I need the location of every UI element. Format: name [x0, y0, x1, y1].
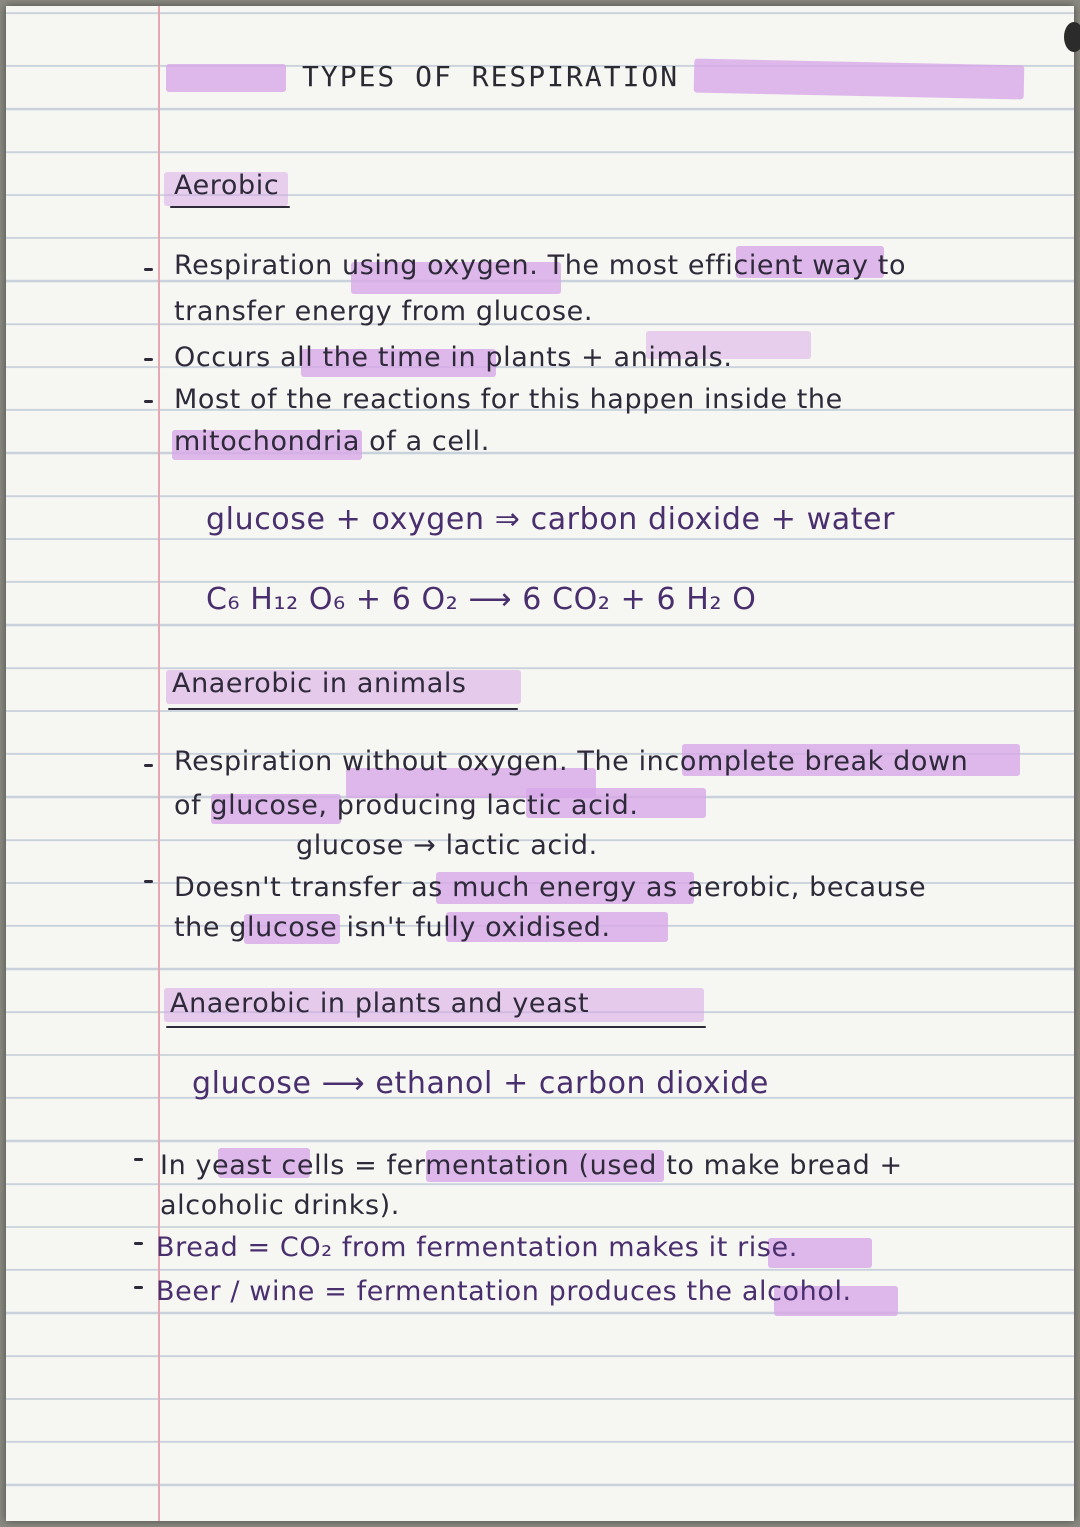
aerobic-line-4: Most of the reactions for this happen inside the [174, 384, 843, 415]
aerobic-heading: Aerobic [174, 170, 280, 201]
plants-line-1: In yeast cells = fermentation (used to make bread + [160, 1150, 903, 1181]
page-title: TYPES OF RESPIRATION [302, 60, 680, 93]
aerobic-line-3: Occurs all the time in plants + animals. [174, 342, 733, 373]
plants-equation: glucose ⟶ ethanol + carbon dioxide [192, 1066, 769, 1101]
bullet-dash [144, 764, 153, 767]
aerobic-line-1: Respiration using oxygen. The most efficient way to [174, 250, 907, 281]
bullet-dash [134, 1158, 143, 1161]
bullet-dash [144, 880, 153, 883]
plants-line-3: Bread = CO₂ from fermentation makes it rise. [156, 1232, 798, 1263]
aerobic-symbol-equation: C₆ H₁₂ O₆ + 6 O₂ ⟶ 6 CO₂ + 6 H₂ O [206, 582, 757, 617]
bullet-dash [134, 1286, 143, 1289]
aerobic-heading-underline [170, 206, 290, 208]
binding-hole [1064, 22, 1080, 52]
anaerobic-animals-heading: Anaerobic in animals [172, 668, 467, 699]
animals-line-2: of glucose, producing lactic acid. [174, 790, 639, 821]
bullet-dash [134, 1242, 143, 1245]
bullet-dash [144, 358, 153, 361]
plants-line-2: alcoholic drinks). [160, 1190, 400, 1221]
notebook-page [6, 6, 1074, 1521]
animals-line-3: glucose → lactic acid. [296, 830, 598, 861]
bullet-dash [144, 268, 153, 271]
aerobic-line-2: transfer energy from glucose. [174, 296, 594, 327]
plants-heading-underline [166, 1026, 706, 1028]
title-highlight-left [166, 64, 286, 92]
title-highlight-right [694, 59, 1025, 100]
plants-line-4: Beer / wine = fermentation produces the alcohol. [156, 1276, 852, 1307]
anaerobic-plants-heading: Anaerobic in plants and yeast [170, 988, 590, 1019]
aerobic-word-equation: glucose + oxygen ⇒ carbon dioxide + water [206, 502, 896, 537]
animals-line-1: Respiration without oxygen. The incomplete break down [174, 746, 969, 777]
animals-line-4: Doesn't transfer as much energy as aerobic, because [174, 872, 927, 903]
aerobic-line-5: mitochondria of a cell. [174, 426, 490, 457]
bullet-dash [144, 400, 153, 403]
animals-line-5: the glucose isn't fully oxidised. [174, 912, 611, 943]
animals-heading-underline [168, 708, 518, 710]
